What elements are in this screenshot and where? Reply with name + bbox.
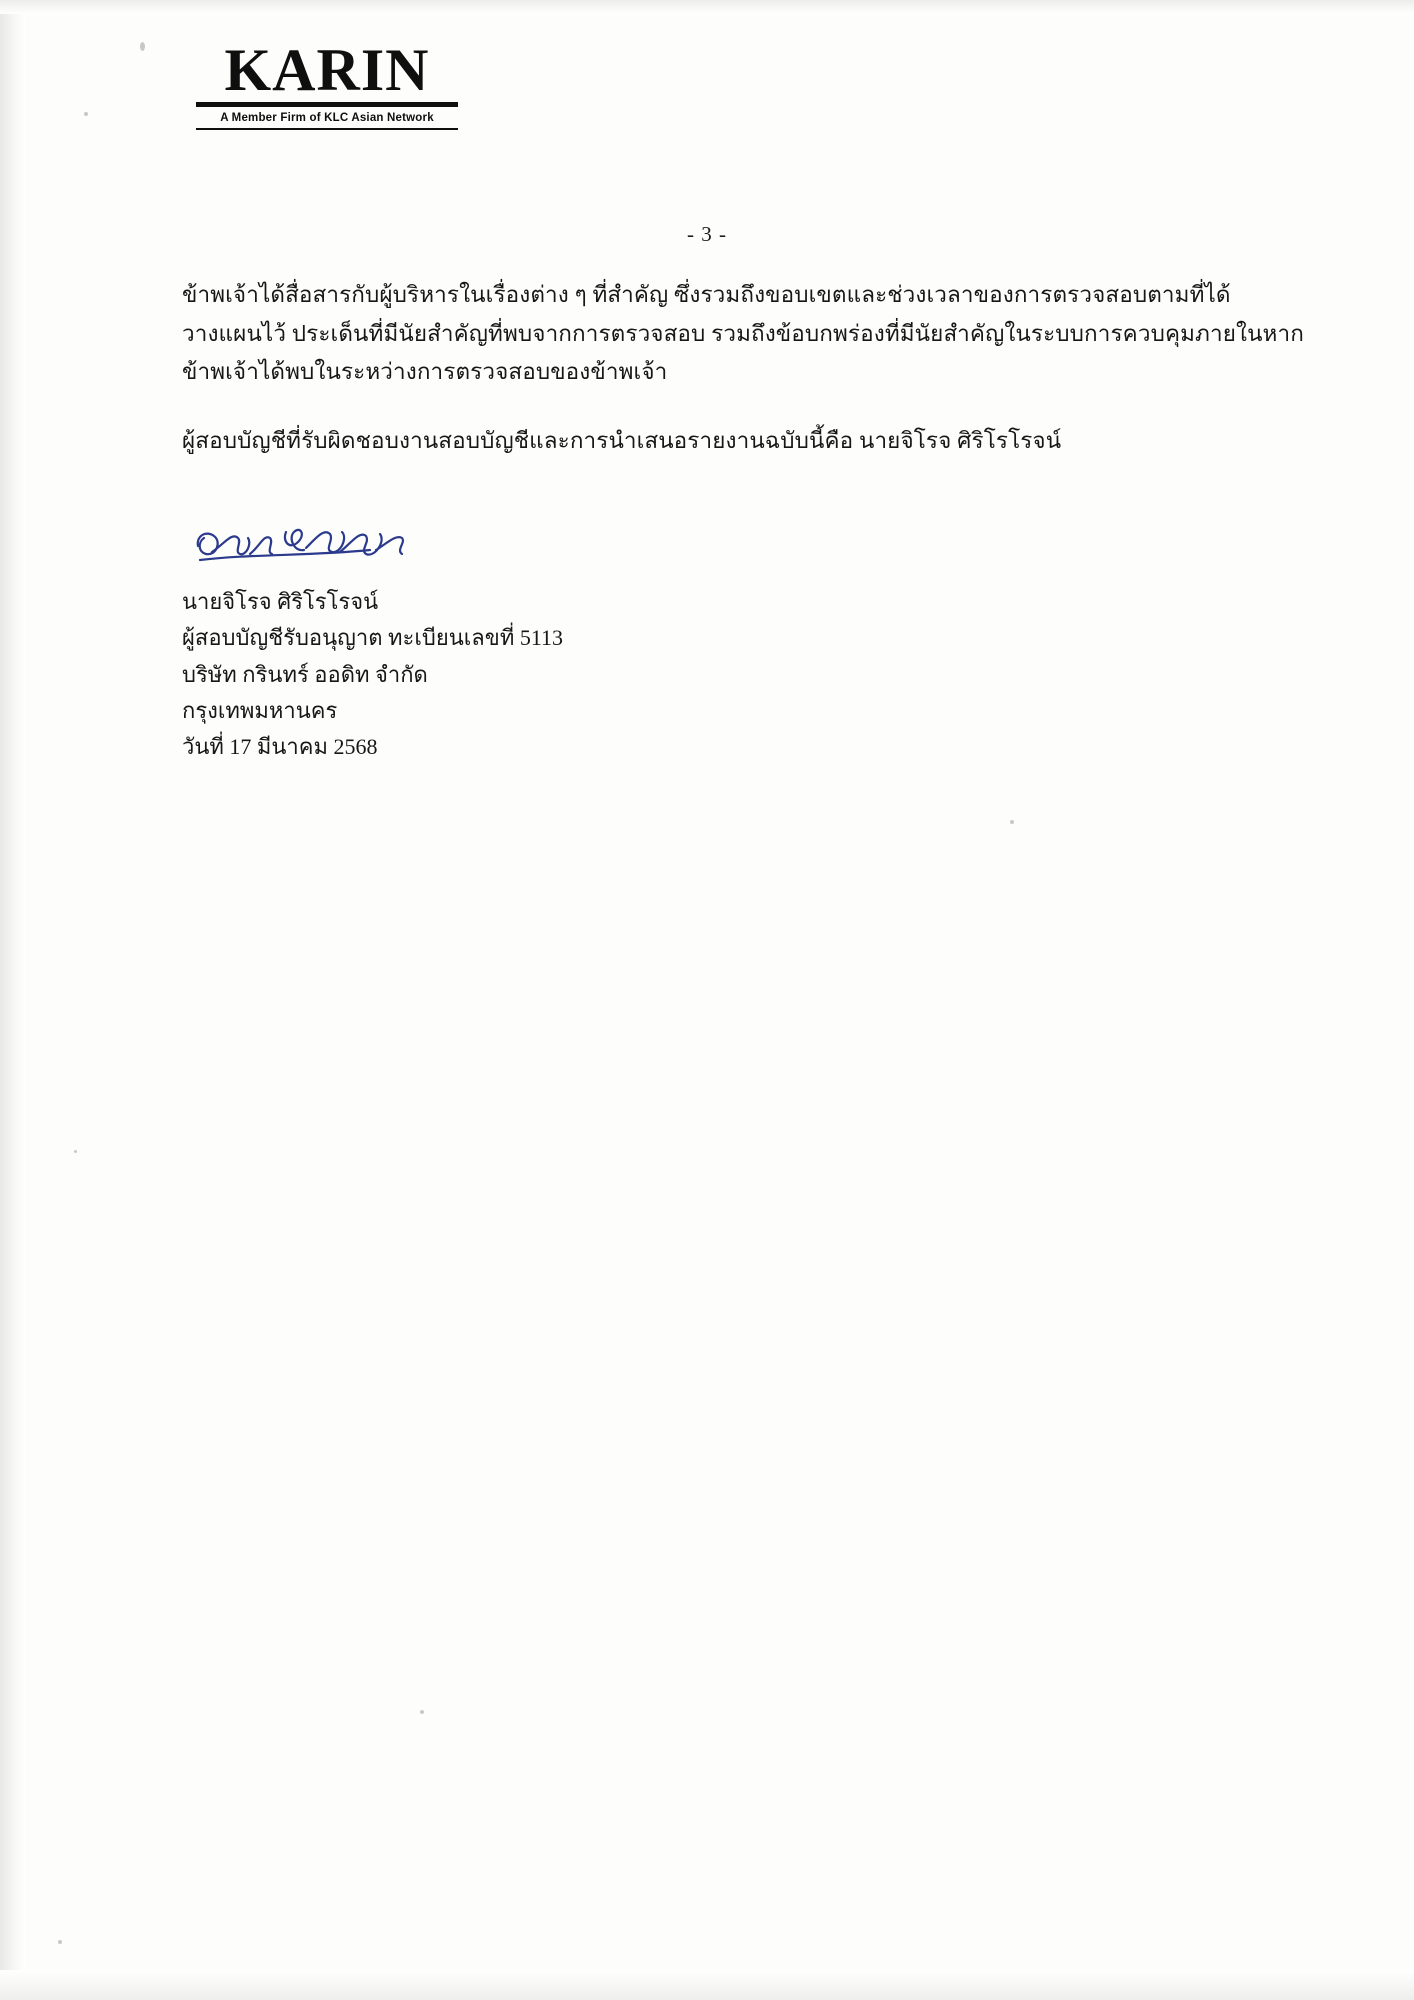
signatory-city: กรุงเทพมหานคร <box>182 697 338 723</box>
paragraph-communication: ข้าพเจ้าได้สื่อสารกับผู้บริหารในเรื่องต่าง ๆ ที่สำคัญ ซึ่งรวมถึงขอบเขตและช่วงเวลาของการตรวจสอบตามที่ได้วางแผนไว้ ประเด็นที่มีนัยสำคัญที่พบจากการตรวจสอบ รวมถึงข้อบกพร่องที่มีนัยสำคัญในระบบการควบคุมภายในหากข้าพเจ้าได้พบในระหว่างการตรวจสอบของข้าพเจ้า <box>182 282 1304 385</box>
document-body <box>182 276 1308 461</box>
scan-speck <box>140 42 145 51</box>
scan-speck <box>74 1150 77 1153</box>
paragraph-responsible-auditor: ผู้สอบบัญชีที่รับผิดชอบงานสอบบัญชีและการนำเสนอรายงานฉบับนี้คือ นายจิโรจ ศิริโรโรจน์ <box>182 428 1062 454</box>
scan-speck <box>420 1710 424 1714</box>
signatory-license: ผู้สอบบัญชีรับอนุญาต ทะเบียนเลขที่ 5113 <box>182 625 564 651</box>
scan-speck <box>1010 820 1014 824</box>
page-number: - 3 - <box>687 222 727 246</box>
signatory-details <box>182 584 882 765</box>
scan-edge-bottom <box>0 1970 1414 2000</box>
handwritten-signature-icon <box>190 520 420 578</box>
scan-speck <box>84 112 88 116</box>
company-logo <box>196 37 458 130</box>
scan-speck <box>58 1940 62 1944</box>
scan-edge-left <box>0 0 26 2000</box>
logo-tagline: A Member Firm of KLC Asian Network <box>196 107 458 130</box>
logo-wordmark: KARIN <box>196 40 458 107</box>
signatory-date: วันที่ 17 มีนาคม 2568 <box>182 734 378 760</box>
signatory-company: บริษัท กรินทร์ ออดิท จำกัด <box>182 661 428 687</box>
signature-block <box>182 520 882 765</box>
scan-edge-top <box>0 0 1414 14</box>
signatory-name: นายจิโรจ ศิริโรโรจน์ <box>182 589 379 614</box>
